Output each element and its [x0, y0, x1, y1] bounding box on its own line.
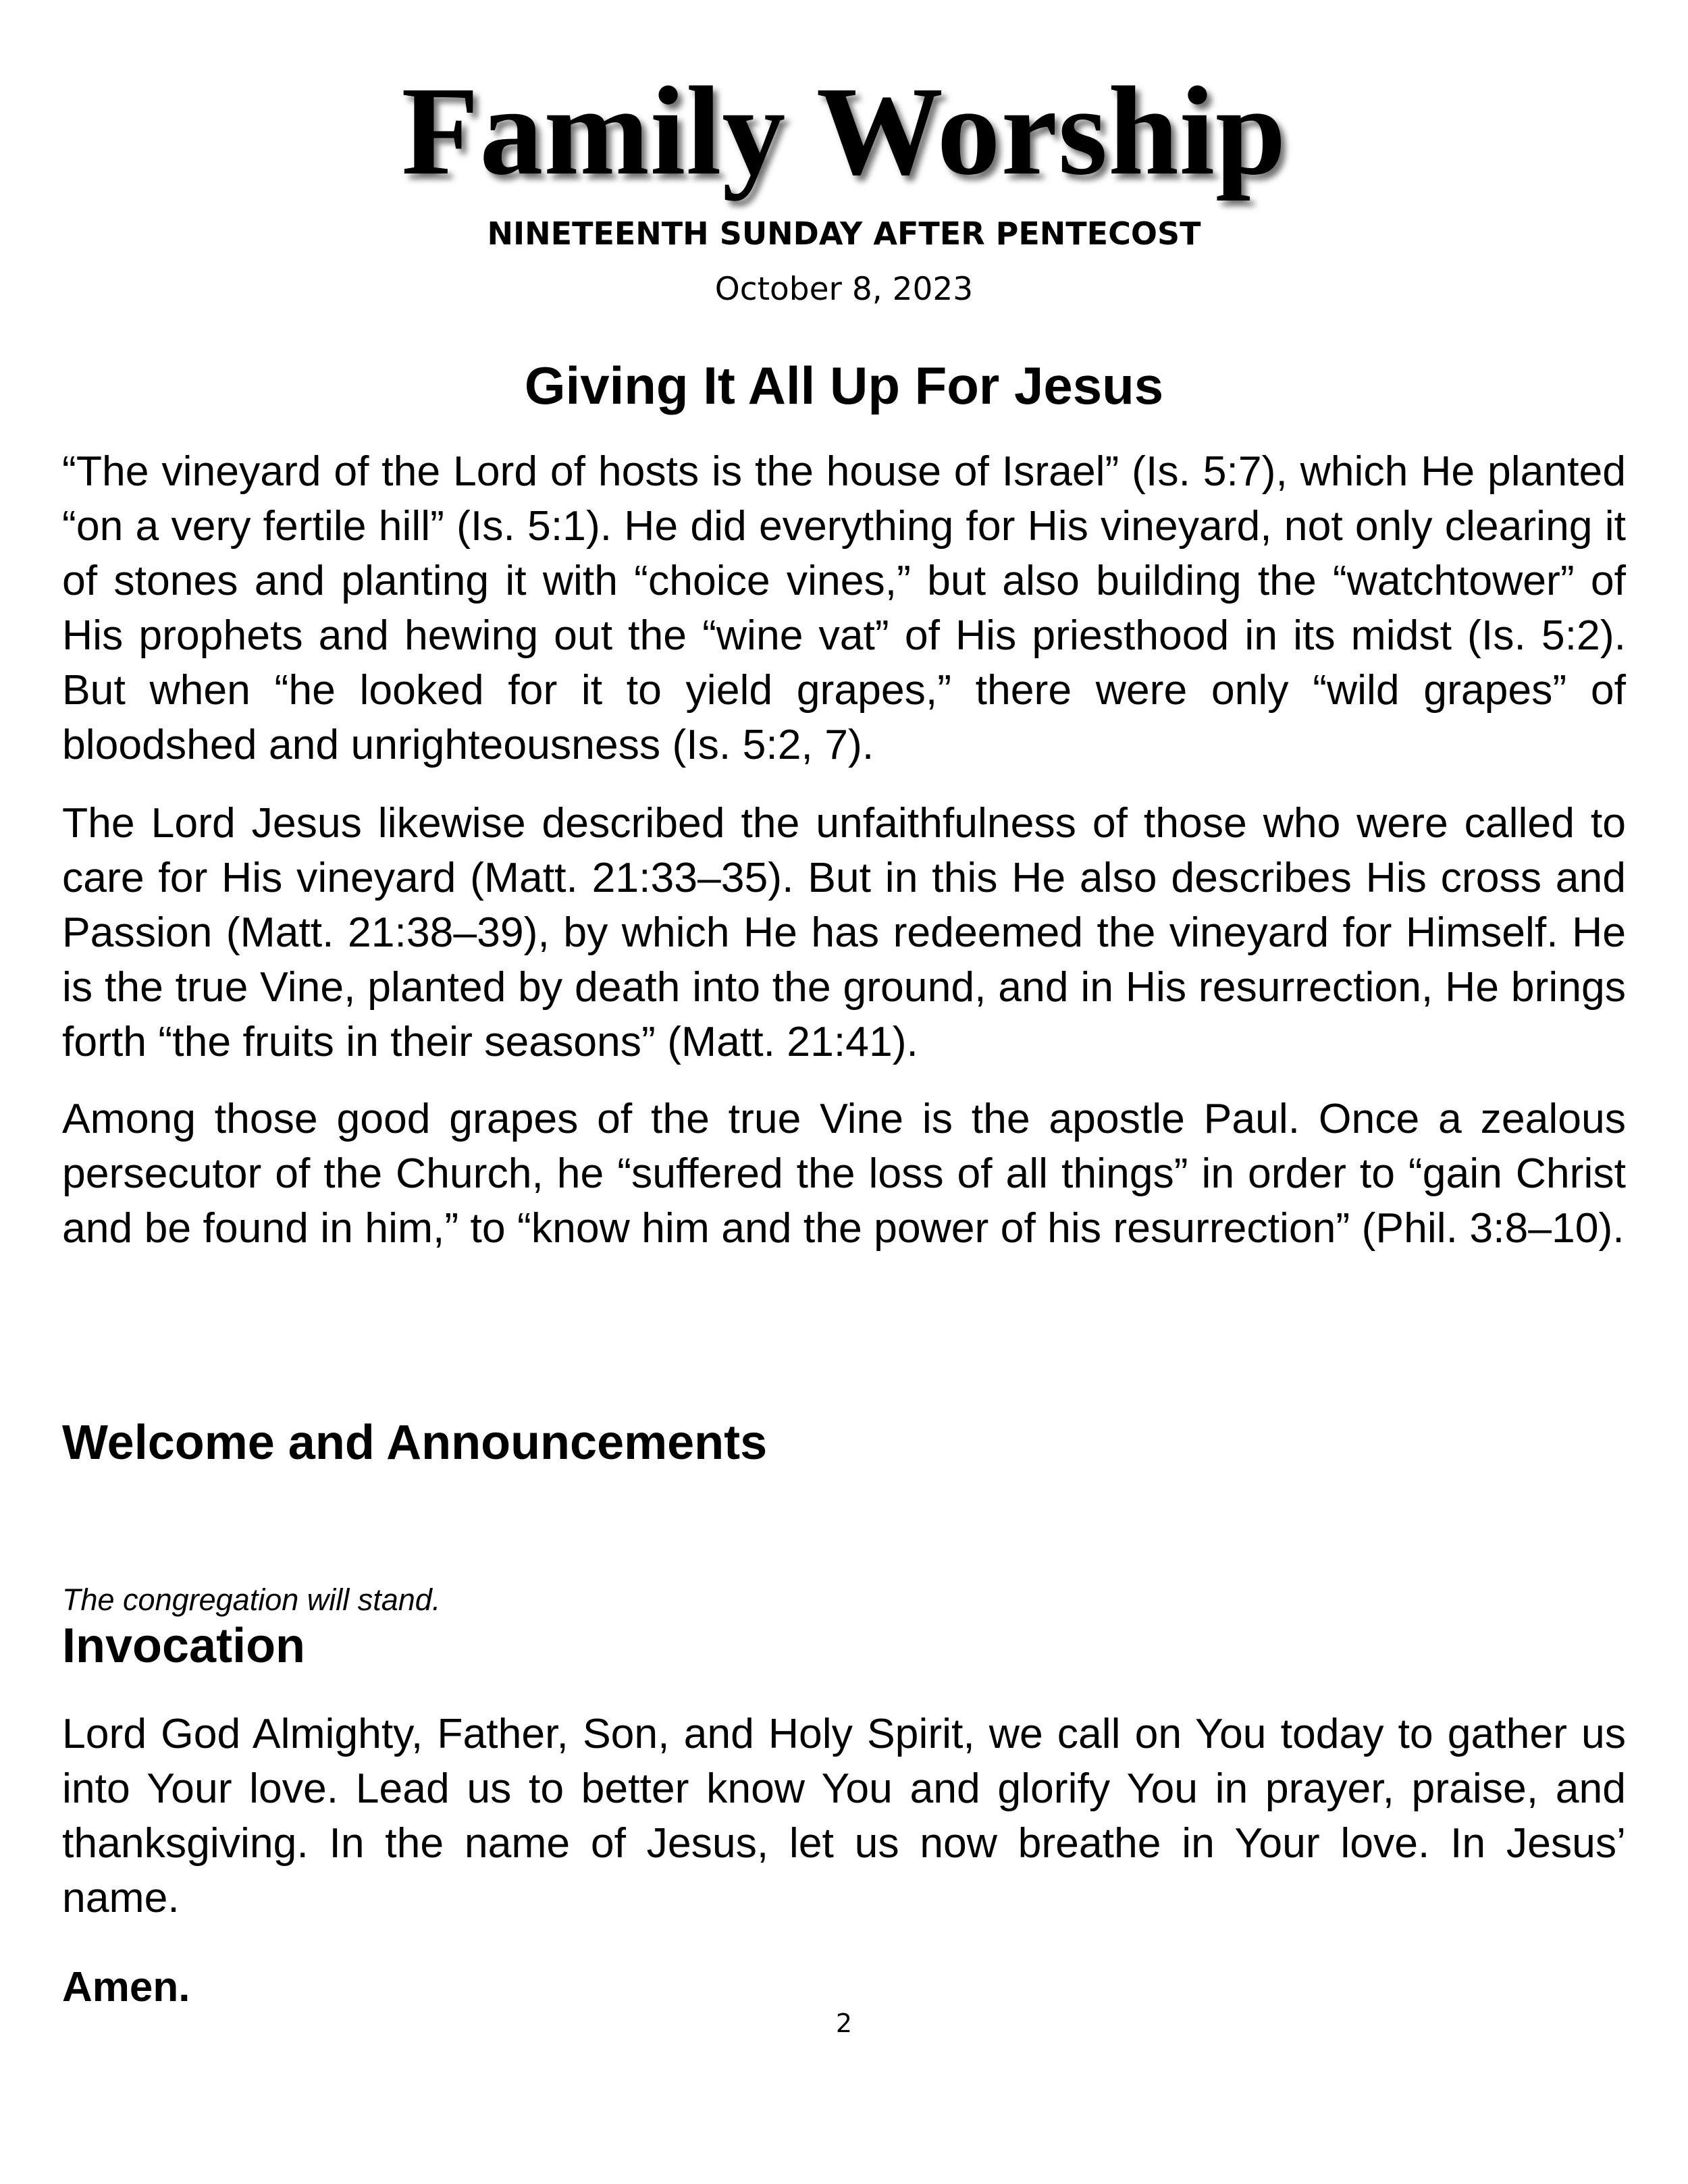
page-title: Family Worship [401, 60, 1287, 201]
invocation-text: Lord God Almighty, Father, Son, and Holy Spirit, we call on You today to gather us into Your love. Lead us to better know You and glorify You in prayer, praise, and thanksgiving. In the name of Jesus, let us now breathe in Your love. In Jesus’ name. [62, 1710, 1626, 1921]
theme-title: Giving It All Up For Jesus [524, 356, 1164, 415]
service-date: October 8, 2023 [714, 271, 974, 308]
rubric-instruction: The congregation will stand. [62, 1582, 441, 1617]
theme-paragraph: Among those good grapes of the true Vine is the apostle Paul. Once a zealous persecutor of the Church, he “suffered the loss of all things” in order to “gain Christ and be found in him,” to “know him and the power of his resurrection” (Phil. 3:8–10). [62, 1095, 1626, 1252]
welcome-heading: Welcome and Announcements [62, 1416, 768, 1470]
bulletin-page [62, 0, 1626, 2184]
occasion-subtitle: NINETEENTH SUNDAY AFTER PENTECOST [487, 215, 1201, 252]
amen-response: Amen. [62, 1964, 190, 2010]
invocation-heading: Invocation [62, 1619, 306, 1673]
theme-paragraph: “The vineyard of the Lord of hosts is the house of Israel” (Is. 5:7), which He planted “on a very fertile hill” (Is. 5:1). He did everything for His vineyard, not only clearing it of stones and planting it with “choice vines,” but also building the “watchtower” of His prophets and hewing out the “wine vat” of His priesthood in its midst (Is. 5:2). But when “he looked for it to yield grapes,” there were only “wild grapes” of bloodshed and unrighteousness (Is. 5:2, 7). [62, 448, 1626, 768]
theme-paragraph: The Lord Jesus likewise described the unfaithfulness of those who were called to care for His vineyard (Matt. 21:33–35). But in this He also describes His cross and Passion (Matt. 21:38–39), by which He has redeemed the vineyard for Himself. He is the true Vine, planted by death into the ground, and in His resurrection, He brings forth “the fruits in their seasons” (Matt. 21:41). [62, 799, 1626, 1065]
page-number: 2 [835, 2008, 853, 2038]
